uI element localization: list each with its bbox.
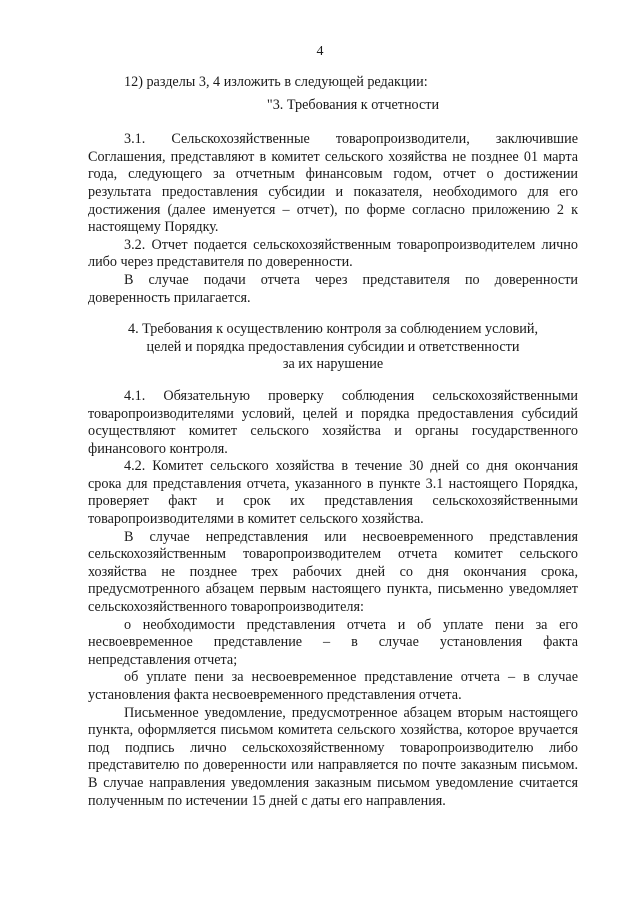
section-4-title-line: 4. Требования к осуществлению контроля за соблюдением условий, (127, 321, 539, 338)
item-12-paragraph: 12) разделы 3, 4 изложить в следующей редакции: (124, 74, 428, 90)
paragraph-4-2-b: В случае непредставления или несвоевременного представления сельскохозяйственным товаропроизводителем отчета комитет сельского хозяйства не позднее трех рабочих дней со дня окончания срока, предусмотренного абзацем первым настоящего пункта, письменно уведомляет сельскохозяйственного товаропроизводителя: (88, 528, 578, 616)
paragraph-3-1: 3.1. Сельскохозяйственные товаропроизводители, заключившие Соглашения, представляют в комитет сельского хозяйства не позднее 01 марта года, следующего за отчетным финансовым годом, отчет о достижении результата предоставления субсидии и показателя, необходимого для его достижения (далее именуется – отчет), по форме согласно приложению 2 к настоящему Порядку. (88, 131, 578, 236)
paragraph-4-1: 4.1. Обязательную проверку соблюдения сельскохозяйственными товаропроизводителями условий, целей и порядка предоставления субсидий осуществляют комитет сельского хозяйства и органы государственного финансового контроля. (88, 387, 578, 457)
paragraph-4-2-c: о необходимости представления отчета и об уплате пени за его несвоевременное представление – в случае установления факта непредставления отчета; (88, 616, 578, 668)
page-number: 4 (316, 44, 324, 59)
paragraph-4-2-d: об уплате пени за несвоевременное представление отчета – в случае установления факта несвоевременного представления отчета. (88, 669, 578, 703)
paragraph-4-2-e: Письменное уведомление, предусмотренное абзацем вторым настоящего пункта, оформляется письмом комитета сельского хозяйства, которое вручается под подпись лично сельскохозяйственному товаропроизводителю либо представителю по доверенности или направляется по почте заказным письмом. В случае направления уведомления заказным письмом уведомление считается полученным по истечении 15 дней с даты его направления. (88, 704, 578, 809)
document-body (88, 74, 578, 810)
paragraph-4-2: 4.2. Комитет сельского хозяйства в течение 30 дней со дня окончания срока для представления отчета, указанного в пункте 3.1 настоящего Порядка, проверяет факт и срок их представления сельскохозяйственными товаропроизводителями в комитет сельского хозяйства. (88, 458, 578, 528)
section-4-title-line: целей и порядка предоставления субсидии и ответственности (146, 338, 520, 355)
section-4-title (88, 321, 578, 374)
section-3-title: "3. Требования к отчетности (266, 96, 440, 113)
paragraph-3-2: 3.2. Отчет подается сельскохозяйственным товаропроизводителем лично либо через представителя по доверенности. (88, 236, 578, 271)
paragraph-3-2-b: В случае подачи отчета через представителя по доверенности доверенность прилагается. (88, 271, 578, 306)
section-4-title-line: за их нарушение (282, 356, 384, 373)
